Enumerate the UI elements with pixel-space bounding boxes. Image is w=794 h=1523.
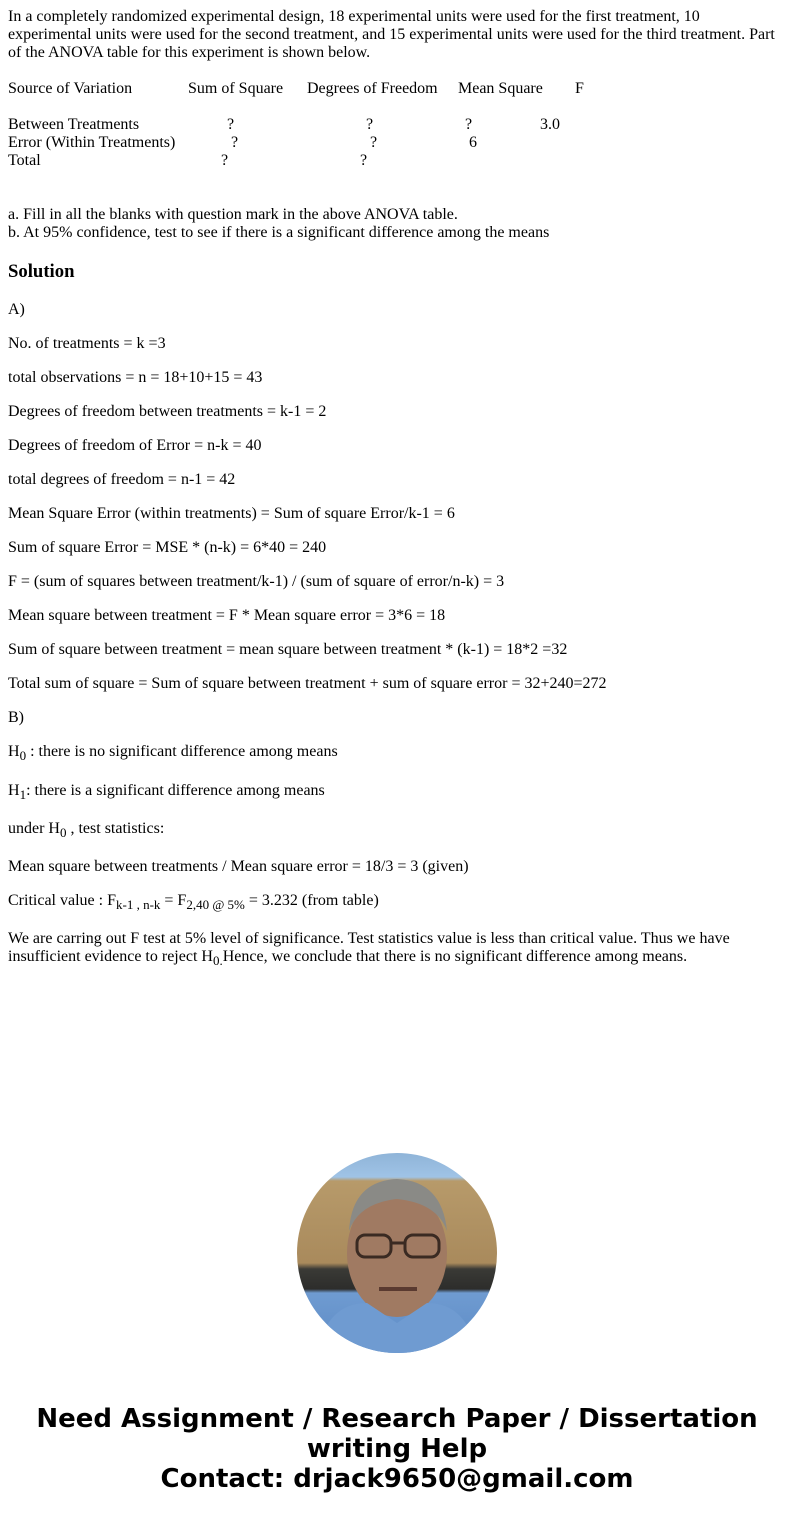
banner-line-2: writing Help — [306, 1434, 488, 1464]
alternative-hypothesis: $H_1$: there is a significant difference among means — [8, 782, 325, 802]
solution-line: Mean Square Error (within treatments) = Sum of square Error/k-1 = 6 — [8, 505, 455, 522]
row-total-df: ? — [360, 152, 368, 169]
question-intro: In a completely randomized experimental design, 18 experimental units were used for the first treatment, 10 experimental units were used for the second treatment, and 15 experimental units were used for the third treatment. Part of the ANOVA table for this experiment is shown below. — [8, 8, 775, 61]
null-hypothesis: $H_0$ : there is no significant difference among means — [8, 743, 338, 763]
conclusion: We are carring out F test at 5% level of significance. Test statistics value is less than critical value. Thus we have insufficient evidence to reject $H_{0.}Hence$, we conclude that there is no significant difference among means. — [8, 930, 730, 968]
row-between-ms: ? — [465, 116, 473, 133]
banner-line-1: Need Assignment / Research Paper / Dissertation — [36, 1404, 758, 1434]
author-avatar — [297, 1153, 497, 1353]
row-error-source: Error (Within Treatments) — [8, 134, 176, 151]
test-statistic-line: Mean square between treatments / Mean square error = 18/3 = 3 (given) — [8, 858, 469, 875]
row-total-ss: ? — [221, 152, 229, 169]
contact-email: Contact: drjack9650@gmail.com — [160, 1464, 634, 1494]
solution-line: No. of treatments = k =3 — [8, 335, 166, 352]
solution-line: Sum of square between treatment = mean square between treatment * (k-1) = 18*2 =32 — [8, 641, 568, 658]
question-part-b: b. At 95% confidence, test to see if there is a significant difference among the means — [8, 224, 550, 241]
row-error-ss: ? — [231, 134, 239, 151]
header-ms: Mean Square — [458, 80, 543, 97]
question-part-a: a. Fill in all the blanks with question mark in the above ANOVA table. — [8, 206, 458, 223]
under-h0-line: under $H_0$ , test statistics: — [8, 820, 165, 840]
header-ss: Sum of Square — [188, 80, 284, 97]
solution-line: Degrees of freedom between treatments = k-1 = 2 — [8, 403, 327, 420]
row-between-ss: ? — [227, 116, 235, 133]
critical-value-line: Critical value : $F_{k-1 , n-k} = F_{2,40 @ 5\%} = 3.232$ (from table) — [8, 892, 379, 912]
header-source: Source of Variation — [8, 80, 133, 97]
row-error-ms: 6 — [469, 134, 477, 151]
row-between-df: ? — [366, 116, 374, 133]
solution-line: F = (sum of squares between treatment/k-1) / (sum of square of error/n-k) = 3 — [8, 573, 505, 590]
solution-line: Degrees of freedom of Error = n-k = 40 — [8, 437, 262, 454]
part-a-label: A) — [8, 301, 25, 318]
part-b-label: B) — [8, 709, 24, 726]
row-between-f: 3.0 — [540, 116, 560, 133]
header-f: F — [575, 80, 584, 97]
row-error-df: ? — [370, 134, 378, 151]
solution-heading: Solution — [8, 261, 75, 282]
solution-line: Sum of square Error = MSE * (n-k) = 6*40 = 240 — [8, 539, 327, 556]
solution-line: Total sum of square = Sum of square between treatment + sum of square error = 32+240=272 — [8, 675, 607, 692]
solution-line: total observations = n = 18+10+15 = 43 — [8, 369, 263, 386]
row-between-source: Between Treatments — [8, 116, 140, 133]
header-df: Degrees of Freedom — [307, 80, 438, 97]
row-total-source: Total — [8, 152, 41, 169]
solution-line: Mean square between treatment = F * Mean square error = 3*6 = 18 — [8, 607, 446, 624]
person-photo-icon — [297, 1153, 497, 1353]
solution-line: total degrees of freedom = n-1 = 42 — [8, 471, 236, 488]
contact-banner — [0, 1404, 794, 1494]
